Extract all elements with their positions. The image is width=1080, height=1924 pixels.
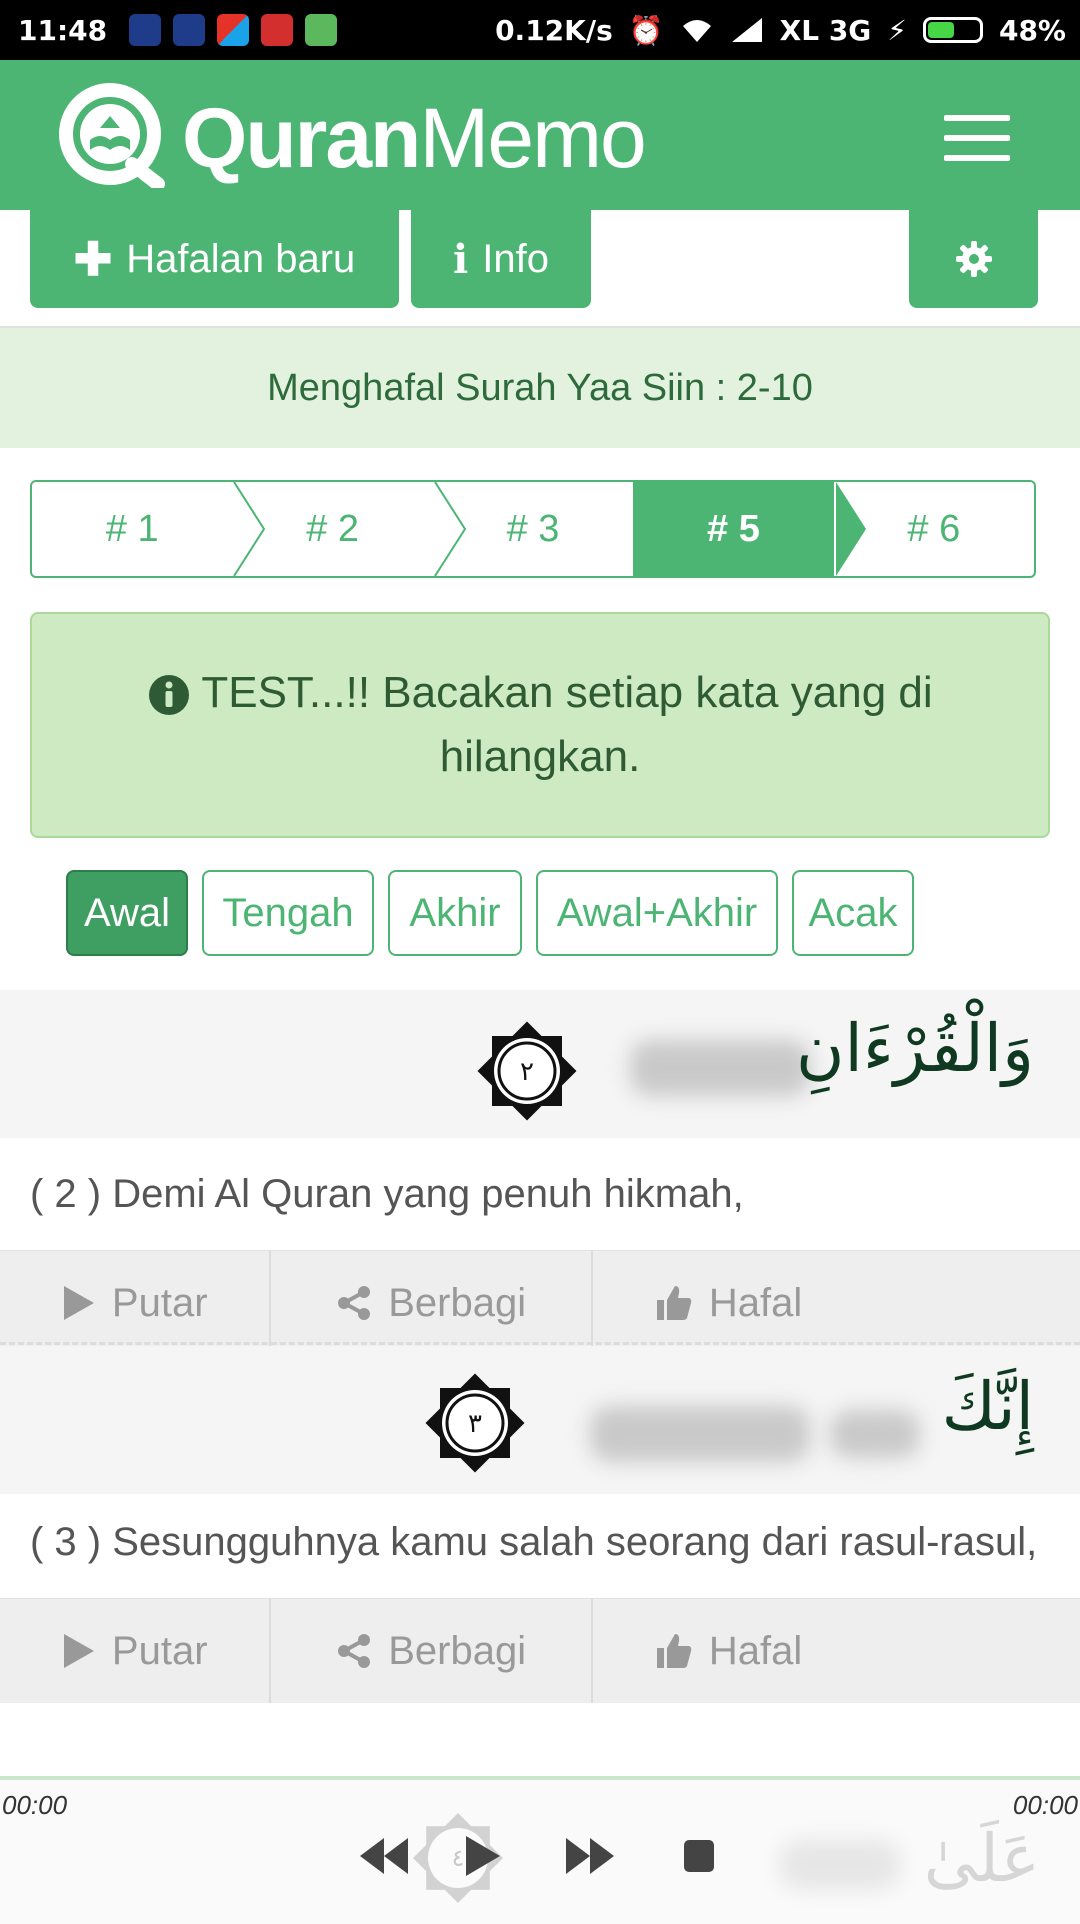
verse-card	[0, 990, 1080, 1355]
share-button[interactable]	[269, 1599, 590, 1703]
step-chevrons	[32, 482, 1036, 576]
alarm-icon: ⏰	[628, 13, 664, 47]
verse-actions	[0, 1250, 1080, 1355]
charging-icon: ⚡	[887, 13, 907, 47]
verse-number: ٢	[520, 1057, 534, 1087]
new-memorization-label: Hafalan baru	[126, 236, 356, 281]
info-circle-icon	[147, 673, 191, 717]
verse-actions	[0, 1598, 1080, 1703]
faded-arabic-word: عَلَىٰ	[923, 1820, 1040, 1897]
step-3[interactable]: # 3	[506, 507, 560, 550]
audio-player	[0, 1776, 1080, 1924]
play-button[interactable]	[0, 1251, 269, 1355]
verse-translation: ( 2 ) Demi Al Quran yang penuh hikmah,	[0, 1138, 1080, 1250]
verse-number: ٤	[451, 1844, 465, 1873]
play-icon	[62, 1632, 96, 1670]
arabic-row	[0, 990, 1080, 1138]
mode-awal-button[interactable]: Awal	[66, 870, 188, 956]
rewind-button[interactable]	[358, 1836, 410, 1876]
gear-icon	[954, 239, 994, 279]
status-time: 11:48	[18, 13, 108, 47]
mode-tengah-button[interactable]: Tengah	[202, 870, 374, 956]
mode-akhir-button[interactable]: Akhir	[388, 870, 522, 956]
memorized-label: Hafal	[708, 1280, 803, 1325]
thumbs-up-icon	[655, 1632, 693, 1670]
total-time: 00:00	[1012, 1790, 1078, 1820]
verse-translation: ( 3 ) Sesungguhnya kamu salah seorang dari rasul-rasul,	[0, 1494, 1080, 1598]
status-bar	[0, 0, 1080, 60]
verse-marker-icon	[420, 1368, 530, 1478]
surah-banner-text: Menghafal Surah Yaa Siin : 2-10	[267, 366, 813, 409]
share-icon	[336, 1633, 372, 1669]
carrier-label: XL 3G	[779, 13, 872, 47]
play-label: Putar	[111, 1280, 208, 1325]
verse-card	[0, 1346, 1080, 1703]
arabic-verse-text: وَالْقُرْءَانِ	[796, 1010, 1034, 1087]
share-button[interactable]	[269, 1251, 590, 1355]
play-pause-button[interactable]	[462, 1834, 502, 1878]
android-icon	[305, 14, 337, 46]
battery-percent: 48%	[998, 13, 1066, 47]
step-6[interactable]: # 6	[907, 507, 961, 550]
hidden-word[interactable]	[630, 1040, 810, 1096]
battery-icon	[923, 17, 983, 43]
toolbar	[0, 210, 1080, 328]
step-2[interactable]: # 2	[306, 507, 360, 550]
step-5[interactable]: # 5	[633, 482, 833, 576]
surah-banner	[0, 328, 1080, 448]
memorized-button[interactable]	[591, 1251, 1080, 1355]
fast-forward-button[interactable]	[564, 1836, 616, 1876]
play-icon	[62, 1284, 96, 1322]
share-label: Berbagi	[388, 1628, 527, 1673]
stop-button[interactable]	[682, 1838, 716, 1874]
wifi-icon	[680, 16, 714, 44]
app-header	[0, 60, 1080, 210]
verse-marker-icon	[472, 1016, 582, 1126]
elapsed-time: 00:00	[2, 1790, 68, 1820]
notification-icons	[129, 14, 337, 46]
alert-text: TEST...!! Bacakan setiap kata yang di hilangkan.	[201, 668, 933, 781]
hamburger-menu-icon[interactable]	[944, 115, 1010, 161]
signal-icon	[730, 16, 764, 44]
step-navigation	[30, 480, 1036, 578]
new-memorization-button[interactable]	[30, 210, 399, 308]
app-logo-text: QuranMemo	[182, 91, 645, 185]
settings-button[interactable]	[909, 210, 1038, 308]
mode-awal-akhir-button[interactable]: Awal+Akhir	[536, 870, 778, 956]
bbm-icon	[173, 14, 205, 46]
play-label: Putar	[111, 1628, 208, 1673]
battery-fill	[928, 22, 954, 38]
mode-selector	[66, 870, 914, 956]
bbm-icon	[129, 14, 161, 46]
game-icon	[217, 14, 249, 46]
info-button[interactable]	[411, 210, 591, 308]
thumbs-up-icon	[655, 1284, 693, 1322]
step-1[interactable]: # 1	[105, 507, 159, 550]
test-alert	[30, 612, 1050, 838]
verse-number: ٣	[468, 1409, 482, 1439]
share-label: Berbagi	[388, 1280, 527, 1325]
hidden-word	[780, 1840, 900, 1890]
info-letter-icon: i	[453, 235, 469, 283]
network-speed: 0.12K/s	[495, 13, 613, 47]
plus-icon: ✚	[73, 233, 113, 285]
info-label: Info	[482, 236, 549, 281]
hidden-word[interactable]	[830, 1410, 920, 1458]
mode-acak-button[interactable]: Acak	[792, 870, 914, 956]
share-icon	[336, 1285, 372, 1321]
hidden-word[interactable]	[590, 1406, 810, 1462]
arabic-row	[0, 1346, 1080, 1494]
play-button[interactable]	[0, 1599, 269, 1703]
quran-logo-icon	[58, 80, 166, 188]
memorized-label: Hafal	[708, 1628, 803, 1673]
car-app-icon	[261, 14, 293, 46]
verse-divider	[0, 1342, 1080, 1345]
memorized-button[interactable]	[591, 1599, 1080, 1703]
arabic-verse-text: إِنَّكَ	[941, 1368, 1034, 1445]
